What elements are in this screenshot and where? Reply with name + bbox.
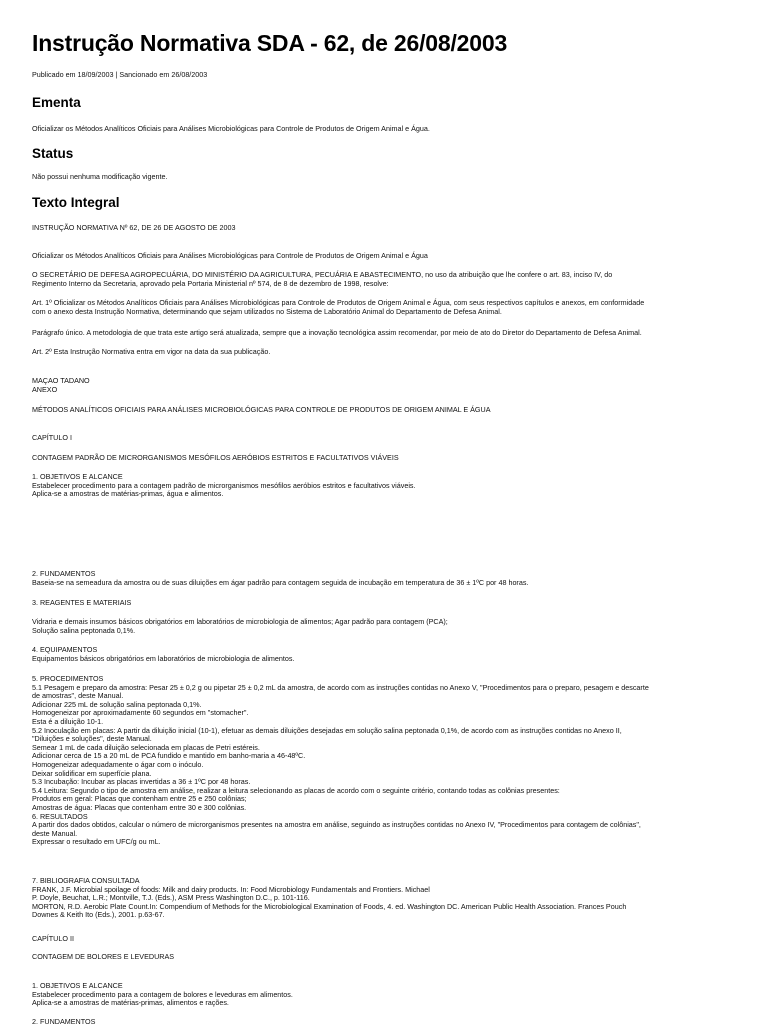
chapter-title: CONTAGEM PADRÃO DE MICRORGANISMOS MESÓFILOS AERÓBIOS ESTRITOS E FACULTATIVOS VIÁVEIS [32,453,399,462]
paragraph: Oficializar os Métodos Analíticos Oficiais para Análises Microbiológicas para Controle de Produtos de Origem Animal e Água [32,251,428,260]
section-reagentes-text: Vidraria e demais insumos básicos obrigatórios em laboratórios de microbiologia de alimentos; Agar padrão para contagem (PCA); Solução salina peptonada 0,1%. [32,617,448,635]
texto-integral-heading: Texto Integral [32,195,120,210]
paragraph: INSTRUÇÃO NORMATIVA Nº 62, DE 26 DE AGOSTO DE 2003 [32,223,236,232]
ementa-heading: Ementa [32,95,81,110]
status-heading: Status [32,146,74,161]
section-equipamentos: 4. EQUIPAMENTOS Equipamentos básicos obrigatórios em laboratórios de microbiologia de alimentos. [32,645,295,663]
section-objetivos: 1. OBJETIVOS E ALCANCE Estabelecer procedimento para a contagem padrão de microrganismos mesófilos aeróbios estritos e facultativos viáveis. Aplica-se a amostras de matérias-primas, água e alimentos. [32,472,416,499]
chapter-heading: CAPÍTULO I [32,433,72,442]
signature-annex: MAÇAO TADANO ANEXO [32,376,90,394]
chapter-heading: CAPÍTULO II [32,934,74,943]
paragraph: Art. 1º Oficializar os Métodos Analíticos Oficiais para Análises Microbiológicas para Controle de Produtos de Origem Animal e Água, com seus respectivos capítulos e anexos, em conformidade com o anexo desta Instrução Normativa, determinando que sejam utilizados no Sistema de Laboratório Animal do Departamento de Defesa Animal. [32,298,645,316]
page-title: Instrução Normativa SDA - 62, de 26/08/2003 [32,30,508,56]
section-fundamentos: 2. FUNDAMENTOS Baseia-se na semeadura da amostra ou de suas diluições em ágar padrão para contagem seguida de incubação em temperatura de 36 ± 1ºC por 48 horas. [32,569,529,587]
section-bibliografia: 7. BIBLIOGRAFIA CONSULTADA FRANK, J.F. Microbial spoilage of foods: Milk and dairy products. In: Food Microbiology Fundamentals and Frontiers. Michael P. Doyle, Beuchat, L.R.; Montville, T.J. (Eds.), ASM Press Washington D.C., p. 101-116. MORTON, R.D. Aerobic Plate Count.In: Compendium of Methods for the Microbiological Examination of Foods, 4. ed. Washington DC. American Public Health Association. Frances Pouch Downes & Keith Ito (Eds.), 2001. p.63-67. [32,876,627,920]
paragraph: Art. 2º Esta Instrução Normativa entra em vigor na data da sua publicação. [32,347,271,356]
section-objetivos: 1. OBJETIVOS E ALCANCE Estabelecer procedimento para a contagem de bolores e leveduras em alimentos. Aplica-se a amostras de matérias-primas, alimentos e rações. [32,981,293,1008]
ementa-text: Oficializar os Métodos Analíticos Oficiais para Análises Microbiológicas para Controle de Produtos de Origem Animal e Água. [32,124,430,133]
publication-meta: Publicado em 18/09/2003 | Sancionado em 26/08/2003 [32,70,208,79]
paragraph: O SECRETÁRIO DE DEFESA AGROPECUÁRIA, DO MINISTÉRIO DA AGRICULTURA, PECUÁRIA E ABASTECIMENTO, no uso da atribuição que lhe confere o art. 83, inciso IV, do Regimento Interno da Secretaria, aprovado pela Portaria Ministerial nº 574, de 8 de dezembro de 1998, resolve: [32,270,613,288]
section-procedimentos: 5. PROCEDIMENTOS 5.1 Pesagem e preparo da amostra: Pesar 25 ± 0,2 g ou pipetar 25 ± 0,2 mL da amostra, de acordo com as instruções contidas no Anexo V, "Procedimentos para o preparo, pesagem e descarte de amostras", deste Manual. Adicionar 225 mL de solução salina peptonada 0,1%. Homogeneizar por aproximadamente 60 segundos em "stomacher". Esta é a diluição 10-1. 5.2 Inoculação em placas: A partir da diluição inicial (10-1), efetuar as demais diluições desejadas em solução salina peptonada 0,1%, de acordo com as instruções contidas no Anexo II, "Diluições e soluções", deste Manual. Semear 1 mL de cada diluição selecionada em placas de Petri estéreis. Adicionar cerca de 15 a 20 mL de PCA fundido e mantido em banho-maria a 46-48ºC. Homogeneizar adequadamente o ágar com o inóculo. Deixar solidificar em superfície plana. 5.3 Incubação: Incubar as placas invertidas a 36 ± 1ºC por 48 horas. 5.4 Leitura: Segundo o tipo de amostra em análise, realizar a leitura selecionando as placas de acordo com o seguinte critério, contando todas as colônias presentes: Produtos em geral: Placas que contenham entre 25 e 250 colônias; Amostras de água: Placas que contenham entre 30 e 300 colônias. 6. RESULTADOS A partir dos dados obtidos, calcular o número de microrganismos presentes na amostra em análise, seguindo as instruções contidas no Anexo IV, "Procedimentos para contagem de colônias", deste Manual. Expressar o resultado em UFC/g ou mL. [32,674,649,847]
paragraph: Parágrafo único. A metodologia de que trata este artigo será atualizada, sempre que a inovação tecnológica assim recomendar, por meio de ato do Diretor do Departamento de Defesa Animal. [32,328,642,337]
annex-title: MÉTODOS ANALÍTICOS OFICIAIS PARA ANÁLISES MICROBIOLÓGICAS PARA CONTROLE DE PRODUTOS DE ORIGEM ANIMAL E ÁGUA [32,405,491,414]
section-reagentes-heading: 3. REAGENTES E MATERIAIS [32,598,132,607]
chapter-title: CONTAGEM DE BOLORES E LEVEDURAS [32,952,175,961]
status-text: Não possui nenhuma modificação vigente. [32,172,168,181]
section-fundamentos: 2. FUNDAMENTOS [32,1017,96,1026]
